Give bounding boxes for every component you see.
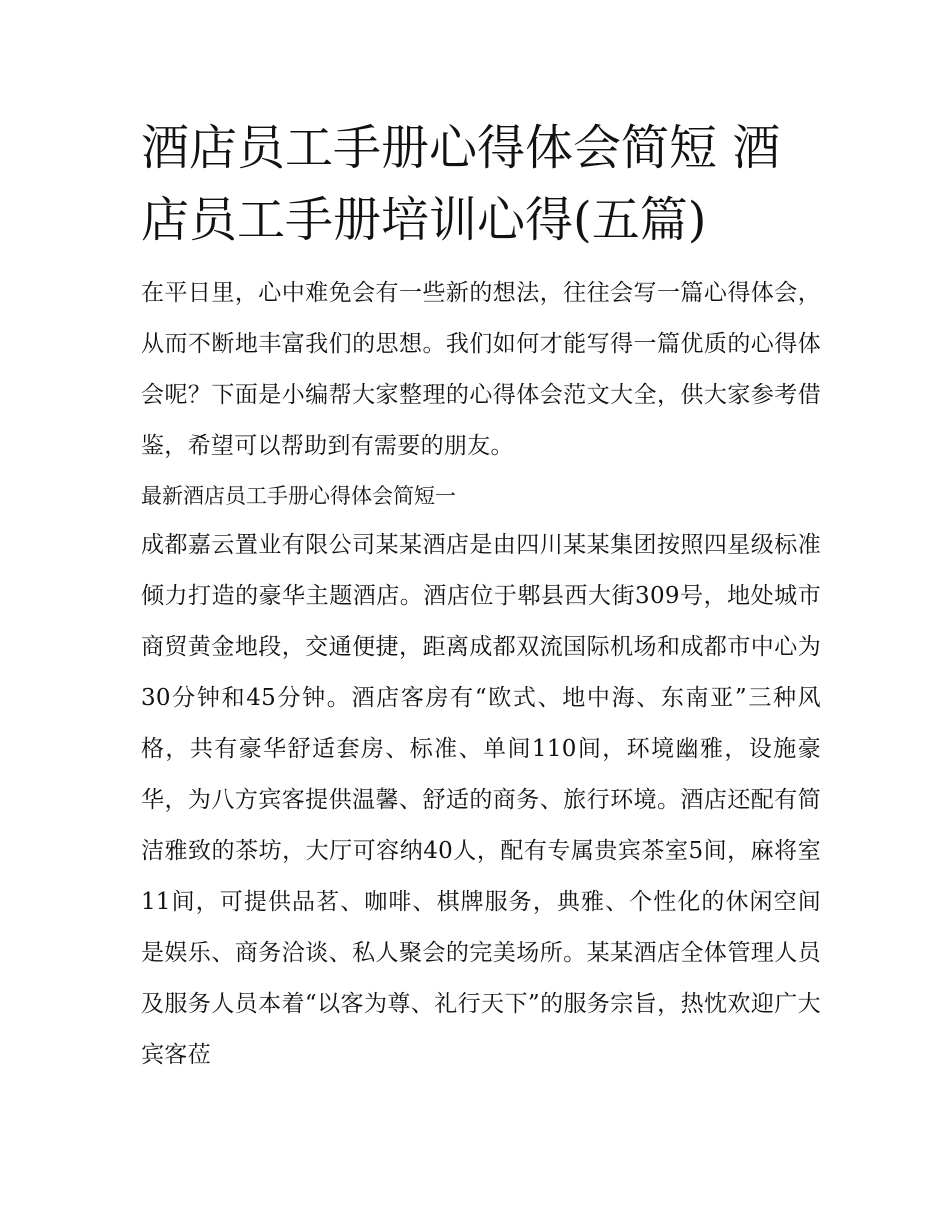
section-body-paragraph: 成都嘉云置业有限公司某某酒店是由四川某某集团按照四星级标准倾力打造的豪华主题酒店。酒店位于郫县西大街309号，地处城市商贸黄金地段，交通便捷，距离成都双流国际机场和成都市中心为30分钟和45分钟。酒店客房有“欧式、地中海、东南亚”三种风格，共有豪华舒适套房、标准、单间110间，环境幽雅，设施豪华，为八方宾客提供温馨、舒适的商务、旅行环境。酒店还配有简洁雅致的茶坊，大厅可容纳40人，配有专属贵宾茶室5间，麻将室11间，可提供品茗、咖啡、棋牌服务，典雅、个性化的休闲空间是娱乐、商务洽谈、私人聚会的完美场所。某某酒店全体管理人员及服务人员本着“以客为尊、礼行天下”的服务宗旨，热忱欢迎广大宾客莅 [141,532,821,1068]
document-page [141,112,821,1081]
intro-paragraph: 在平日里，心中难免会有一些新的想法，往往会写一篇心得体会，从而不断地丰富我们的思想。我们如何才能写得一篇优质的心得体会呢？下面是小编帮大家整理的心得体会范文大全，供大家参考借鉴，希望可以帮助到有需要的朋友。 [141,280,821,459]
document-title: 酒店员工手册心得体会简短 酒店员工手册培训心得(五篇) [141,120,781,248]
section-heading: 最新酒店员工手册心得体会简短一 [141,484,456,508]
